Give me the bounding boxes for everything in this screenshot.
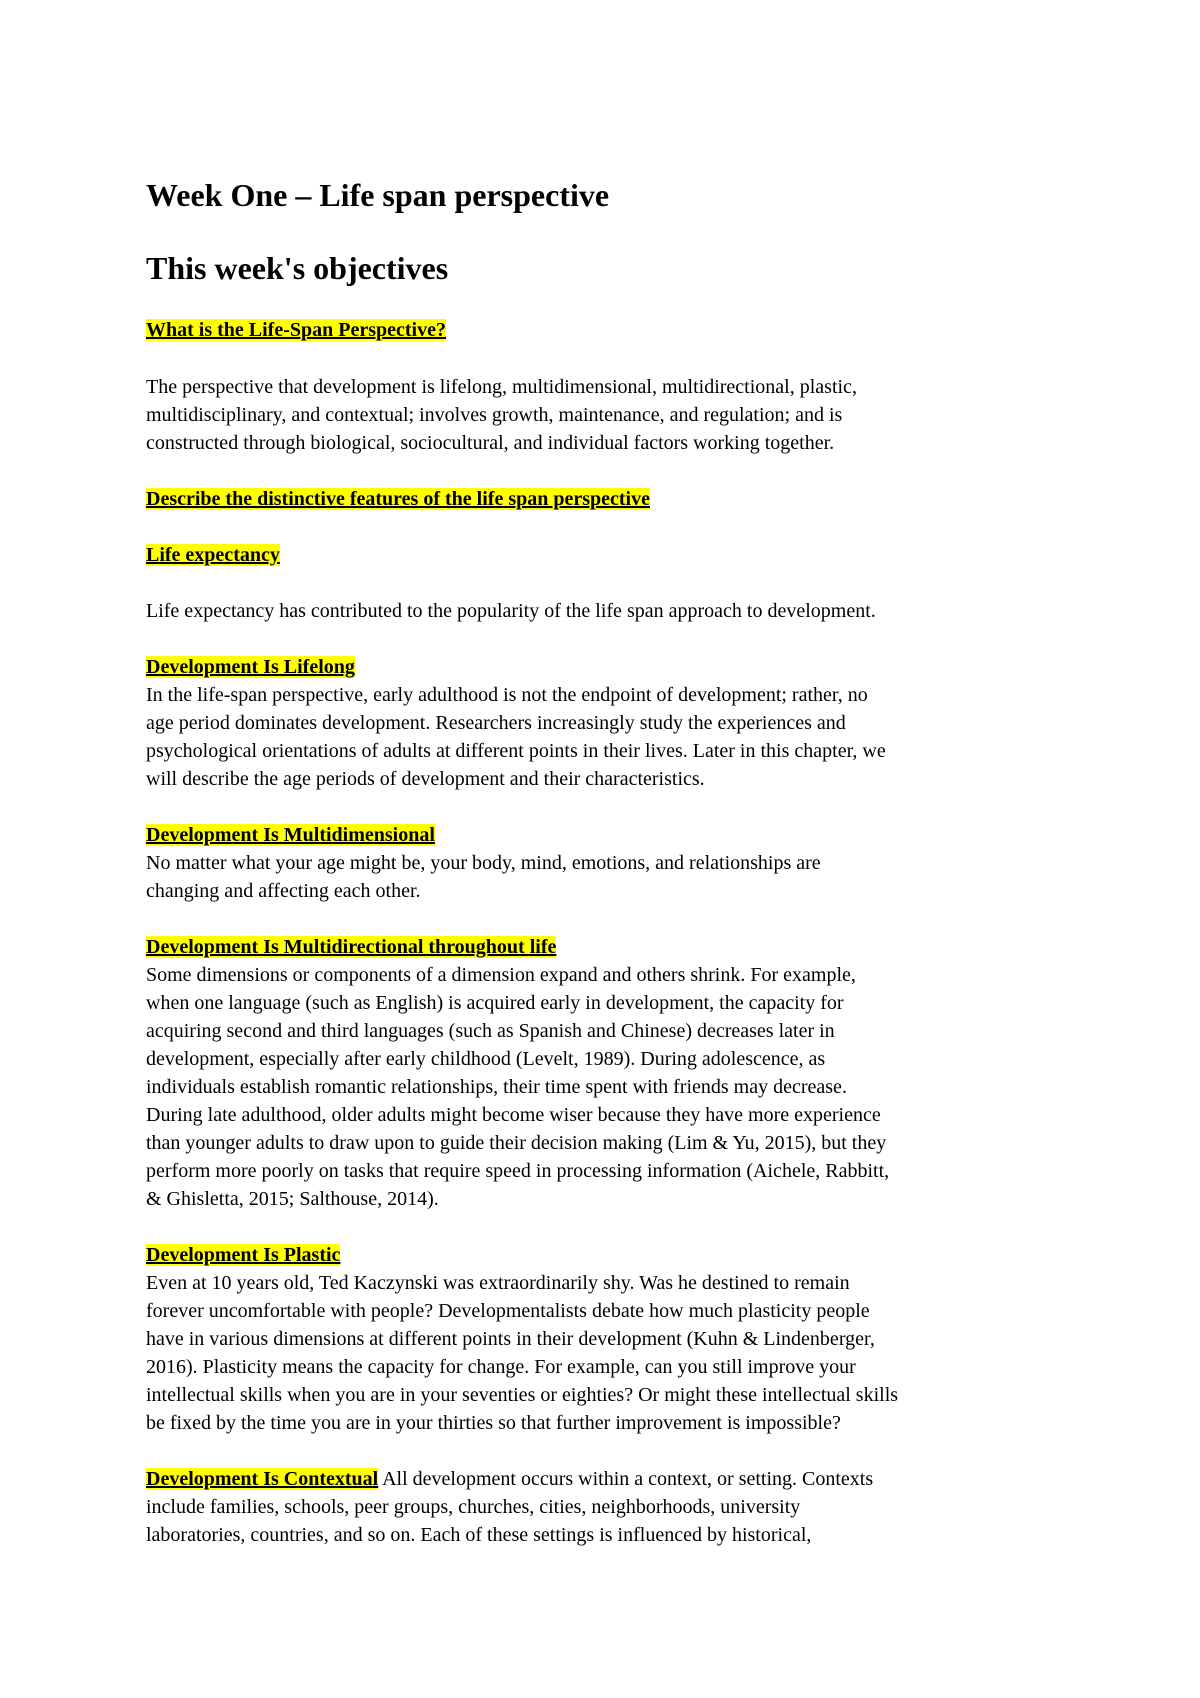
highlighted-heading: What is the Life-Span Perspective?: [146, 319, 446, 341]
text-line: changing and affecting each other.: [146, 880, 421, 902]
lifespan-definition-paragraph: [146, 373, 1076, 457]
highlighted-heading: Development Is Multidirectional throughout life: [146, 936, 557, 958]
text-line: & Ghisletta, 2015; Salthouse, 2014).: [146, 1188, 439, 1210]
question-heading-lifespan: [146, 316, 446, 344]
text-line: In the life-span perspective, early adulthood is not the endpoint of development; rather, no: [146, 684, 868, 706]
multidimensional-paragraph: [146, 849, 1076, 905]
text-line: Even at 10 years old, Ted Kaczynski was extraordinarily shy. Was he destined to remain: [146, 1272, 850, 1294]
section-heading-lifelong: [146, 653, 355, 681]
text-line: will describe the age periods of development and their characteristics.: [146, 768, 705, 790]
lifelong-paragraph: [146, 681, 1076, 793]
plastic-paragraph: [146, 1269, 1076, 1437]
highlighted-heading: Life expectancy: [146, 544, 280, 566]
life-expectancy-paragraph: [146, 597, 1076, 625]
section-heading-multidimensional: [146, 821, 435, 849]
text-line: have in various dimensions at different points in their development (Kuhn & Lindenberger,: [146, 1328, 875, 1350]
text-line: [146, 1465, 1076, 1493]
text-line: than younger adults to draw upon to guide their decision making (Lim & Yu, 2015), but they: [146, 1132, 887, 1154]
text-line: intellectual skills when you are in your seventies or eighties? Or might these intellectual skills: [146, 1384, 899, 1406]
question-heading-features: [146, 485, 650, 513]
section-heading-life-expectancy: [146, 541, 280, 569]
highlighted-heading: Describe the distinctive features of the life span perspective: [146, 488, 650, 510]
text-line: multidisciplinary, and contextual; involves growth, maintenance, and regulation; and is: [146, 404, 843, 426]
text-line: laboratories, countries, and so on. Each of these settings is influenced by historical,: [146, 1524, 812, 1546]
page-title: Week One – Life span perspective: [146, 177, 610, 213]
text-line: be fixed by the time you are in your thirties so that further improvement is impossible?: [146, 1412, 841, 1434]
text-line: individuals establish romantic relationships, their time spent with friends may decrease.: [146, 1076, 847, 1098]
text-line: Some dimensions or components of a dimension expand and others shrink. For example,: [146, 964, 856, 986]
text-line: perform more poorly on tasks that require speed in processing information (Aichele, Rabbitt,: [146, 1160, 890, 1182]
text-line: 2016). Plasticity means the capacity for change. For example, can you still improve your: [146, 1356, 856, 1378]
contextual-paragraph: [146, 1465, 1076, 1549]
multidirectional-paragraph: [146, 961, 1076, 1213]
section-heading-multidirectional: [146, 933, 556, 961]
text-line: During late adulthood, older adults might become wiser because they have more experience: [146, 1104, 881, 1126]
text-line: when one language (such as English) is acquired early in development, the capacity for: [146, 992, 844, 1014]
highlighted-heading: Development Is Multidimensional: [146, 824, 435, 846]
section-heading-plastic: [146, 1241, 340, 1269]
contextual-first-text: All development occurs within a context, or setting. Contexts: [378, 1468, 874, 1490]
text-line: No matter what your age might be, your body, mind, emotions, and relationships are: [146, 852, 821, 874]
text-line: age period dominates development. Researchers increasingly study the experiences and: [146, 712, 846, 734]
highlighted-heading: Development Is Lifelong: [146, 656, 355, 678]
text-line: Life expectancy has contributed to the popularity of the life span approach to development.: [146, 600, 876, 622]
highlighted-heading: Development Is Plastic: [146, 1244, 341, 1266]
objectives-heading: This week's objectives: [146, 250, 449, 286]
text-line: forever uncomfortable with people? Developmentalists debate how much plasticity people: [146, 1300, 870, 1322]
text-line: acquiring second and third languages (such as Spanish and Chinese) decreases later in: [146, 1020, 835, 1042]
text-line: constructed through biological, sociocultural, and individual factors working together.: [146, 432, 835, 454]
text-line: development, especially after early childhood (Levelt, 1989). During adolescence, as: [146, 1048, 826, 1070]
highlighted-heading: Development Is Contextual: [146, 1468, 379, 1490]
text-line: The perspective that development is lifelong, multidimensional, multidirectional, plastic,: [146, 376, 857, 398]
text-line: psychological orientations of adults at different points in their lives. Later in this chapter, we: [146, 740, 886, 762]
text-line: include families, schools, peer groups, churches, cities, neighborhoods, university: [146, 1496, 801, 1518]
